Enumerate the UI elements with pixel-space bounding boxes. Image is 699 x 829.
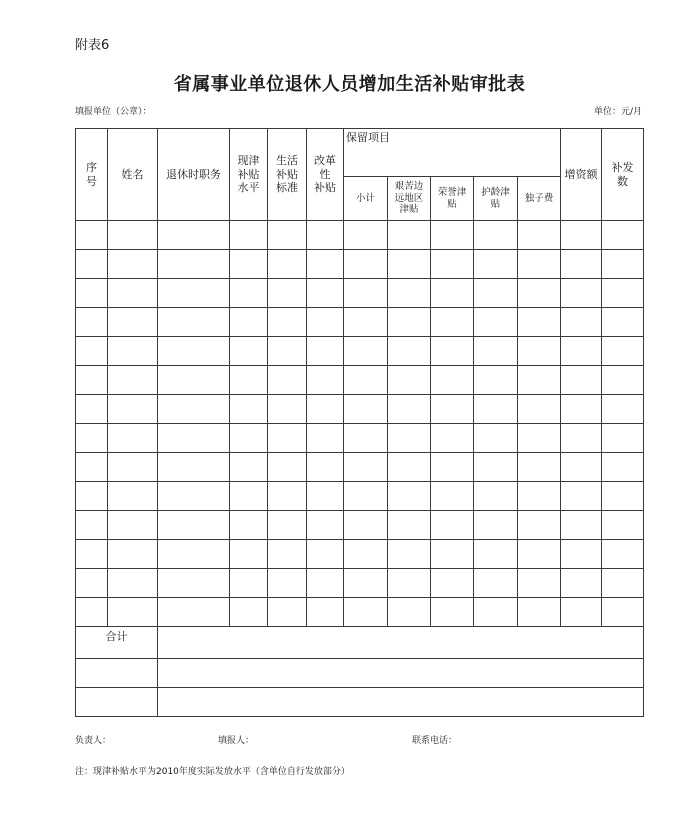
table-cell[interactable] [388,569,431,598]
page-title: 省属事业单位退休人员增加生活补贴审批表 [173,74,526,95]
table-cell[interactable] [561,453,602,482]
table-cell[interactable] [230,511,268,540]
footer-label-cell [76,659,158,688]
table-cell[interactable] [268,598,307,627]
table-cell[interactable] [230,482,268,511]
table-cell[interactable] [230,366,268,395]
table-cell[interactable] [108,511,158,540]
table-cell[interactable] [431,395,474,424]
table-cell[interactable] [268,337,307,366]
table-cell[interactable] [388,395,431,424]
table-cell[interactable] [76,482,108,511]
table-cell[interactable] [474,395,518,424]
footnote: 注：现津补贴水平为2010年度实际发放水平（含单位自行发放部分） [75,767,350,777]
table-row [76,540,644,569]
table-cell[interactable] [158,424,230,453]
table-row [76,250,644,279]
table-cell[interactable] [230,221,268,250]
header-increase: 增资额 [561,129,602,221]
table-cell[interactable] [268,221,307,250]
table-cell[interactable] [158,453,230,482]
table-cell[interactable] [561,598,602,627]
table-cell[interactable] [431,221,474,250]
table-cell[interactable] [307,250,344,279]
table-cell[interactable] [561,424,602,453]
table-cell[interactable] [307,569,344,598]
table-cell[interactable] [158,337,230,366]
table-cell[interactable] [307,308,344,337]
table-cell[interactable] [76,511,108,540]
table-cell[interactable] [388,250,431,279]
table-cell[interactable] [76,308,108,337]
table-cell[interactable] [518,511,561,540]
table-cell[interactable] [158,540,230,569]
table-cell[interactable] [108,482,158,511]
table-row [76,453,644,482]
table-cell[interactable] [344,366,388,395]
table-cell[interactable] [268,308,307,337]
table-cell[interactable] [268,395,307,424]
table-cell[interactable] [518,424,561,453]
table-row [76,279,644,308]
table-row [76,569,644,598]
table-cell[interactable] [474,540,518,569]
table-cell[interactable] [388,540,431,569]
footer-row [76,659,644,688]
header-seq: 序 号 [76,129,108,221]
footer-label-cell [76,688,158,717]
table-cell[interactable] [561,366,602,395]
table-cell[interactable] [518,337,561,366]
table-cell[interactable] [602,598,644,627]
header-only-child-fee: 独子费 [518,177,561,221]
table-cell[interactable] [474,453,518,482]
table-cell[interactable] [602,366,644,395]
table-cell[interactable] [388,482,431,511]
table-cell[interactable] [76,366,108,395]
table-cell[interactable] [518,453,561,482]
table-cell[interactable] [268,569,307,598]
table-cell[interactable] [158,250,230,279]
table-cell[interactable] [388,221,431,250]
table-cell[interactable] [518,569,561,598]
table-cell[interactable] [230,337,268,366]
table-row [76,482,644,511]
table-cell[interactable] [602,250,644,279]
table-cell[interactable] [561,279,602,308]
table-cell[interactable] [561,569,602,598]
table-cell[interactable] [431,540,474,569]
table-cell[interactable] [307,366,344,395]
currency-unit-label: 单位：元/月 [593,107,642,117]
table-cell[interactable] [76,424,108,453]
table-cell[interactable] [518,395,561,424]
table-cell[interactable] [158,482,230,511]
table-cell[interactable] [388,366,431,395]
table-cell[interactable] [158,366,230,395]
reporting-unit-label: 填报单位（公章）： [75,107,152,117]
table-cell[interactable] [230,424,268,453]
table-cell[interactable] [602,337,644,366]
table-cell[interactable] [76,395,108,424]
table-cell[interactable] [602,511,644,540]
header-current-level: 现津 补贴 水平 [230,129,268,221]
table-cell[interactable] [344,569,388,598]
table-cell[interactable] [474,221,518,250]
table-cell[interactable] [518,598,561,627]
table-cell[interactable] [431,424,474,453]
table-cell[interactable] [108,279,158,308]
table-cell[interactable] [474,308,518,337]
table-row [76,424,644,453]
header-retained-items: 保留项目 [344,129,561,177]
appendix-label: 附表6 [75,38,110,53]
table-cell[interactable] [602,221,644,250]
table-cell[interactable] [108,453,158,482]
table-cell[interactable] [561,221,602,250]
table-cell[interactable] [388,337,431,366]
header-payback: 补发 数 [602,129,644,221]
table-cell[interactable] [518,540,561,569]
table-cell[interactable] [474,424,518,453]
table-cell[interactable] [602,395,644,424]
table-cell[interactable] [307,395,344,424]
table-cell[interactable] [158,598,230,627]
table-cell[interactable] [431,598,474,627]
table-cell[interactable] [344,482,388,511]
table-cell[interactable] [158,569,230,598]
table-cell[interactable] [344,221,388,250]
table-cell[interactable] [230,308,268,337]
table-cell[interactable] [344,453,388,482]
table-cell[interactable] [474,598,518,627]
table-cell[interactable] [344,308,388,337]
table-cell[interactable] [307,540,344,569]
table-cell[interactable] [388,308,431,337]
table-cell[interactable] [602,569,644,598]
table-cell[interactable] [431,337,474,366]
table-cell[interactable] [344,424,388,453]
table-row [76,598,644,627]
table-cell[interactable] [344,279,388,308]
table-cell[interactable] [76,221,108,250]
table-cell[interactable] [561,308,602,337]
table-cell[interactable] [158,308,230,337]
table-cell[interactable] [518,482,561,511]
table-cell[interactable] [518,279,561,308]
table-row [76,366,644,395]
table-cell[interactable] [76,598,108,627]
table-cell[interactable] [108,540,158,569]
table-cell[interactable] [307,511,344,540]
table-cell[interactable] [76,279,108,308]
table-cell[interactable] [431,569,474,598]
table-cell[interactable] [474,569,518,598]
table-cell[interactable] [108,308,158,337]
table-cell[interactable] [431,453,474,482]
table-cell[interactable] [307,424,344,453]
table-row [76,395,644,424]
total-row [76,627,644,659]
table-cell[interactable] [158,221,230,250]
table-cell[interactable] [307,598,344,627]
table-cell[interactable] [474,482,518,511]
table-cell[interactable] [76,540,108,569]
table-cell[interactable] [268,453,307,482]
header-subtotal: 小计 [344,177,388,221]
table-cell[interactable] [230,540,268,569]
table-cell[interactable] [344,540,388,569]
table-cell[interactable] [431,482,474,511]
table-row [76,337,644,366]
table-cell[interactable] [268,540,307,569]
table-cell[interactable] [230,395,268,424]
table-cell[interactable] [230,598,268,627]
table-cell[interactable] [268,366,307,395]
header-nursing-allowance: 护龄津 贴 [474,177,518,221]
table-cell[interactable] [108,337,158,366]
table-cell[interactable] [76,337,108,366]
table-cell[interactable] [108,250,158,279]
table-cell[interactable] [518,308,561,337]
table-cell[interactable] [307,337,344,366]
table-cell[interactable] [108,221,158,250]
table-cell[interactable] [230,279,268,308]
table-cell[interactable] [158,511,230,540]
table-cell[interactable] [307,221,344,250]
table-cell[interactable] [388,598,431,627]
table-row [76,511,644,540]
table-cell[interactable] [158,279,230,308]
header-reform-subsidy: 改革 性 补贴 [307,129,344,221]
table-cell[interactable] [344,250,388,279]
table-cell[interactable] [602,424,644,453]
header-name: 姓名 [108,129,158,221]
table-cell[interactable] [307,279,344,308]
table-cell[interactable] [474,279,518,308]
table-cell[interactable] [76,250,108,279]
table-cell[interactable] [431,250,474,279]
table-cell[interactable] [561,250,602,279]
table-cell[interactable] [268,511,307,540]
table-cell[interactable] [561,337,602,366]
table-cell[interactable] [268,424,307,453]
table-cell[interactable] [388,511,431,540]
total-value-cell[interactable] [158,627,644,659]
table-cell[interactable] [344,511,388,540]
table-cell[interactable] [108,598,158,627]
table-cell[interactable] [474,366,518,395]
table-cell[interactable] [561,540,602,569]
header-honor-allowance: 荣誉津 贴 [431,177,474,221]
table-cell[interactable] [431,308,474,337]
table-cell[interactable] [76,569,108,598]
table-cell[interactable] [344,598,388,627]
table-cell[interactable] [307,482,344,511]
table-cell[interactable] [518,221,561,250]
table-row [76,308,644,337]
table-cell[interactable] [431,366,474,395]
table-cell[interactable] [344,337,388,366]
phone-label: 联系电话： [412,736,458,746]
table-cell[interactable] [388,279,431,308]
table-cell[interactable] [431,511,474,540]
table-cell[interactable] [431,279,474,308]
table-cell[interactable] [518,250,561,279]
table-cell[interactable] [230,569,268,598]
header-position: 退休时职务 [158,129,230,221]
table-row [76,221,644,250]
table-cell[interactable] [268,482,307,511]
approval-table [75,128,644,717]
table-cell[interactable] [602,482,644,511]
table-cell[interactable] [108,366,158,395]
table-cell[interactable] [108,395,158,424]
table-cell[interactable] [602,308,644,337]
table-cell[interactable] [561,482,602,511]
table-cell[interactable] [108,424,158,453]
filler-label: 填报人： [218,736,255,746]
header-living-standard: 生活 补贴 标准 [268,129,307,221]
table-cell[interactable] [268,279,307,308]
responsible-label: 负责人： [75,736,112,746]
table-cell[interactable] [388,453,431,482]
table-cell[interactable] [518,366,561,395]
header-remote-allowance: 艰苦边 远地区 津贴 [388,177,431,221]
table-cell[interactable] [561,511,602,540]
table-cell[interactable] [307,453,344,482]
table-cell[interactable] [344,395,388,424]
footer-value-cell[interactable] [158,688,644,717]
table-cell[interactable] [158,395,230,424]
table-cell[interactable] [230,250,268,279]
table-cell[interactable] [602,279,644,308]
footer-value-cell[interactable] [158,659,644,688]
table-cell[interactable] [474,250,518,279]
table-cell[interactable] [268,250,307,279]
footer-row [76,688,644,717]
table-cell[interactable] [602,453,644,482]
table-cell[interactable] [561,395,602,424]
table-cell[interactable] [602,540,644,569]
table-cell[interactable] [388,424,431,453]
table-cell[interactable] [76,453,108,482]
table-cell[interactable] [474,337,518,366]
table-cell[interactable] [108,569,158,598]
total-label: 合计 [76,627,158,659]
table-cell[interactable] [474,511,518,540]
table-cell[interactable] [230,453,268,482]
